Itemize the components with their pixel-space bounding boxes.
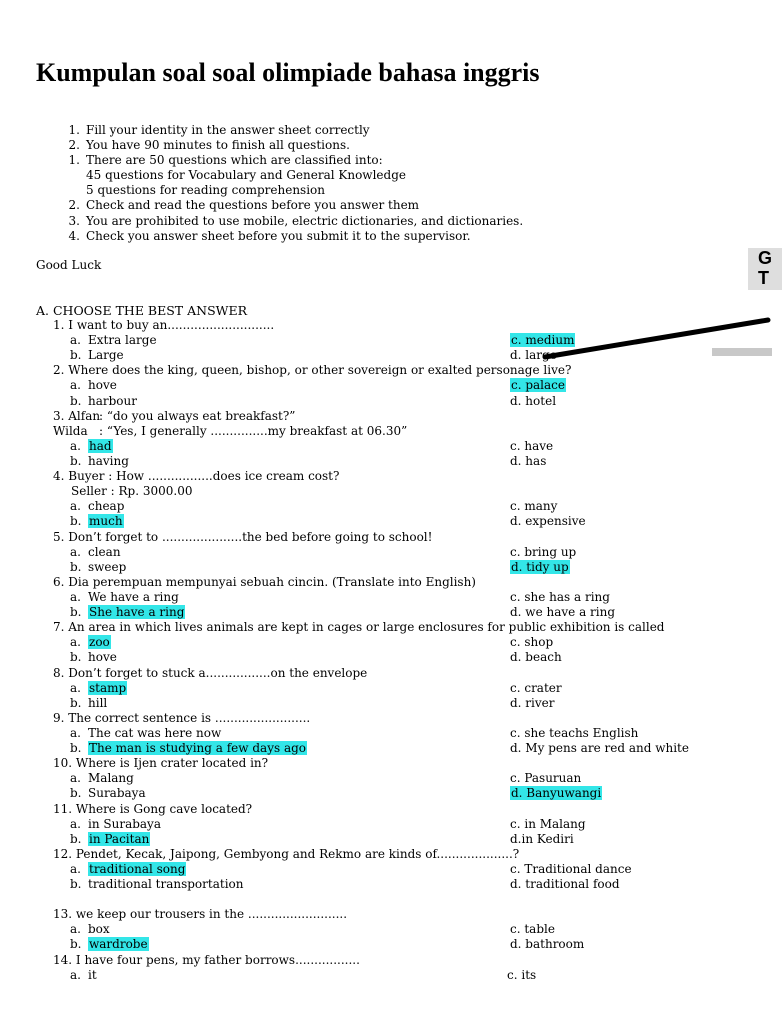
question-3: 3. Alfan: “do you always eat breakfast?” — [53, 408, 296, 423]
option-b: b. The man is studying a few days ago — [70, 741, 307, 756]
answer-highlight: in Pacitan — [89, 831, 150, 846]
option-b: b. in Pacitan — [70, 831, 150, 846]
option-d: d. traditional food — [510, 877, 620, 892]
question-14: 14. I have four pens, my father borrows................. — [53, 952, 360, 967]
instruction-item: 1. Fill your identity in the answer sheet correctly — [68, 123, 370, 137]
option-a: a. in Surabaya — [70, 816, 161, 831]
answer-highlight: c. medium — [511, 333, 575, 348]
option-c: c. many — [510, 499, 558, 514]
instruction-item: 2. Check and read the questions before you answer them — [68, 198, 420, 213]
option-a: a. Extra large — [70, 333, 157, 348]
instruction-subitem: 45 questions for Vocabulary and General Knowledge — [86, 168, 406, 183]
instruction-item: 2. You have 90 minutes to finish all questions. — [68, 138, 350, 153]
question-7: 7. An area in which lives animals are kept in cages or large enclosures for public exhibition is called — [53, 620, 665, 635]
question-9: 9. The correct sentence is ......................... — [53, 710, 311, 725]
option-b: b. harbour — [70, 393, 137, 408]
option-d: d. bathroom — [510, 937, 585, 952]
option-b: b. hill — [70, 695, 108, 710]
option-c: c. shop — [510, 635, 554, 650]
option-c: c. Pasuruan — [510, 771, 582, 786]
answer-highlight: had — [89, 438, 112, 453]
answer-highlight: c. palace — [511, 378, 565, 393]
option-c: c. table — [510, 922, 555, 937]
option-a: a. traditional song — [70, 861, 186, 876]
answer-highlight: The man is studying a few days ago — [89, 741, 307, 756]
option-c: c. she teachs English — [510, 725, 639, 740]
option-b: b. wardrobe — [70, 937, 148, 952]
option-a: a. The cat was here now — [70, 725, 222, 740]
option-a: a. We have a ring — [70, 589, 179, 604]
option-d: d. My pens are red and white — [510, 741, 689, 756]
instruction-item: 1. There are 50 questions which are classified into: — [68, 153, 383, 168]
question-11: 11. Where is Gong cave located? — [53, 801, 253, 816]
option-c: c. its — [507, 967, 537, 982]
option-b: b. having — [70, 453, 129, 468]
answer-highlight: traditional song — [89, 861, 186, 876]
option-c: c. in Malang — [510, 816, 586, 831]
question-12: 12. Pendet, Kecak, Jaipong, Gembyong and Rekmo are kinds of....................? — [53, 846, 520, 861]
answer-highlight: zoo — [89, 635, 110, 650]
option-a: a. it — [70, 967, 97, 982]
option-c: c. Traditional dance — [510, 861, 632, 876]
option-d: d. we have a ring — [510, 605, 616, 620]
option-a: a. box — [70, 922, 110, 937]
question-4: 4. Buyer : How .................does ice cream cost? — [53, 469, 340, 484]
instruction-subitem: 5 questions for reading comprehension — [86, 183, 326, 198]
question-6: 6. Dia perempuan mempunyai sebuah cincin. (Translate into English) — [53, 574, 476, 589]
option-b: b. sweep — [70, 559, 127, 574]
question-4-dialogue: Seller : Rp. 3000.00 — [71, 484, 193, 499]
question-1: 1. I want to buy an............................ — [53, 318, 275, 332]
question-13: 13. we keep our trousers in the .......................... — [53, 907, 348, 922]
answer-highlight: d. Banyuwangi — [511, 786, 602, 801]
option-b: b. Large — [70, 348, 124, 363]
option-a: a. cheap — [70, 499, 125, 514]
answer-highlight: stamp — [89, 680, 127, 695]
instruction-item: 3. You are prohibited to use mobile, electric dictionaries, and dictionaries. — [68, 213, 524, 228]
option-c: c. bring up — [510, 544, 577, 559]
good-luck-text: Good Luck — [36, 258, 102, 272]
option-a: a. zoo — [70, 635, 110, 650]
answer-highlight: She have a ring — [89, 605, 185, 620]
option-a: a. stamp — [70, 680, 127, 695]
option-b: b. traditional transportation — [70, 877, 244, 892]
option-d: d. beach — [510, 650, 562, 665]
option-b: b. much — [70, 514, 123, 529]
option-d: d. expensive — [510, 514, 586, 529]
option-a: a. hove — [70, 378, 117, 393]
option-b: b. She have a ring — [70, 605, 185, 620]
option-d: d.in Kediri — [510, 831, 574, 846]
answer-highlight: much — [89, 514, 123, 529]
document-title: Kumpulan soal soal olimpiade bahasa inggris — [36, 58, 540, 87]
clipped-side-box: G T — [748, 248, 782, 290]
answer-highlight: wardrobe — [89, 937, 148, 952]
option-d: d. hotel — [510, 393, 557, 408]
option-a: a. Malang — [70, 771, 134, 786]
question-3-dialogue: Wilda : “Yes, I generally ...............my breakfast at 06.30” — [53, 423, 408, 438]
section-title: A. CHOOSE THE BEST ANSWER — [36, 303, 248, 318]
option-b: b. hove — [70, 650, 117, 665]
option-a: a. had — [70, 438, 112, 453]
option-c: c. have — [510, 438, 554, 453]
answer-highlight: d. tidy up — [511, 559, 569, 574]
option-d: d. large — [510, 348, 557, 363]
option-d: d. has — [510, 453, 547, 468]
question-2: 2. Where does the king, queen, bishop, or other sovereign or exalted personage live? — [53, 363, 572, 378]
option-c: c. crater — [510, 680, 562, 695]
option-c: c. she has a ring — [510, 589, 610, 604]
question-8: 8. Don’t forget to stuck a.................on the envelope — [53, 665, 368, 680]
instruction-item: 4. Check you answer sheet before you submit it to the supervisor. — [68, 228, 471, 243]
question-10: 10. Where is Ijen crater located in? — [53, 756, 269, 771]
option-d: d. river — [510, 695, 555, 710]
question-5: 5. Don’t forget to .....................the bed before going to school! — [53, 529, 433, 544]
option-a: a. clean — [70, 544, 121, 559]
option-b: b. Surabaya — [70, 786, 146, 801]
